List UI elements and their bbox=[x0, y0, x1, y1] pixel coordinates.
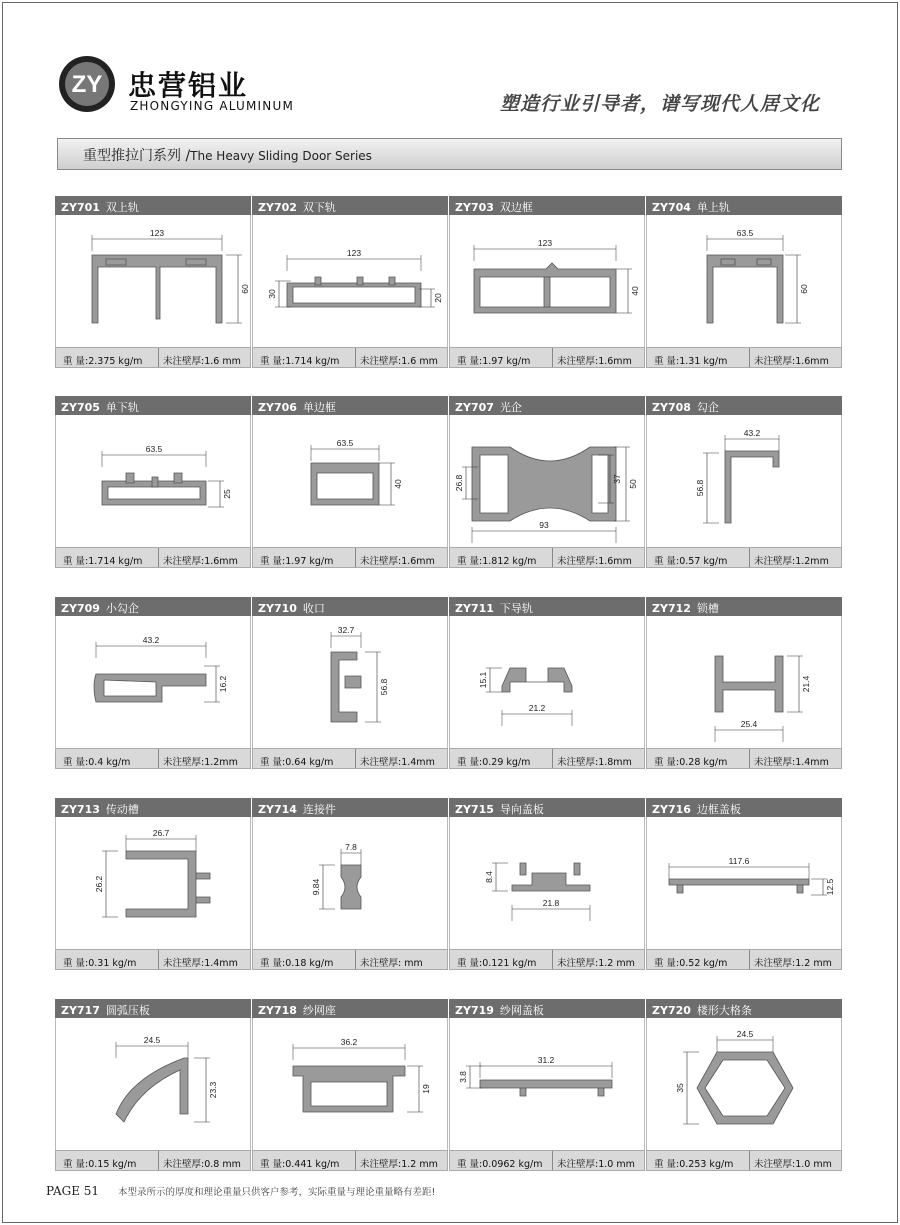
page-number: PAGE 51 bbox=[46, 1184, 100, 1198]
dimension-label: 7.8 bbox=[345, 842, 357, 852]
profile-drawing bbox=[449, 1018, 645, 1150]
profile-specs bbox=[449, 1150, 645, 1171]
profile-section-diagram bbox=[56, 616, 252, 748]
profile-header bbox=[449, 597, 645, 616]
profile-drawing bbox=[449, 616, 645, 748]
profile-thickness: 未注壁厚:0.8 mm bbox=[158, 1151, 241, 1170]
profile-code: ZY702 bbox=[258, 201, 297, 214]
profile-specs bbox=[252, 347, 448, 368]
dimension-label: 24.5 bbox=[736, 1029, 754, 1039]
profile-section-diagram bbox=[253, 817, 449, 949]
profile-thickness: 未注壁厚:1.6mm bbox=[552, 348, 632, 367]
profile-card-zy701 bbox=[55, 196, 251, 368]
profile-header bbox=[55, 597, 251, 616]
profile-weight: 重 量:2.375 kg/m bbox=[63, 356, 143, 367]
profile-section-diagram bbox=[253, 415, 449, 547]
svg-text:ZY: ZY bbox=[71, 71, 103, 98]
profile-specs bbox=[449, 949, 645, 970]
dimension-label: 12.5 bbox=[825, 878, 835, 896]
profile-card-zy713 bbox=[55, 798, 251, 970]
dimension-label: 21.8 bbox=[542, 898, 560, 908]
dimension-label: 50 bbox=[628, 479, 638, 489]
profile-drawing bbox=[252, 415, 448, 547]
dimension-label: 3.8 bbox=[458, 1071, 468, 1083]
dimension-label: 21.4 bbox=[801, 675, 811, 693]
profile-drawing bbox=[55, 415, 251, 547]
profile-code: ZY711 bbox=[455, 602, 494, 615]
dimension-label: 117.6 bbox=[728, 856, 750, 866]
profile-code: ZY708 bbox=[652, 401, 691, 414]
profile-row bbox=[55, 798, 842, 970]
profile-header bbox=[55, 396, 251, 415]
profile-weight: 重 量:0.15 kg/m bbox=[63, 1159, 137, 1170]
profile-section-diagram bbox=[56, 415, 252, 547]
dimension-label: 21.2 bbox=[528, 703, 546, 713]
profile-name: 纱网座 bbox=[302, 1004, 336, 1017]
dimension-label: 36.2 bbox=[340, 1037, 358, 1047]
dimension-label: 20 bbox=[433, 293, 443, 303]
profile-card-zy703 bbox=[449, 196, 645, 368]
profile-drawing bbox=[646, 616, 842, 748]
profile-name: 传动槽 bbox=[105, 803, 139, 816]
dimension-label: 23.3 bbox=[208, 1081, 218, 1099]
profile-drawing bbox=[646, 1018, 842, 1150]
dimension-label: 25.4 bbox=[740, 719, 758, 729]
profile-thickness: 未注壁厚:1.6 mm bbox=[355, 348, 438, 367]
profile-header bbox=[252, 396, 448, 415]
profile-weight: 重 量:0.0962 kg/m bbox=[457, 1159, 543, 1170]
profile-drawing bbox=[646, 415, 842, 547]
dimension-label: 31.2 bbox=[537, 1055, 555, 1065]
profile-card-zy715 bbox=[449, 798, 645, 970]
dimension-label: 123 bbox=[537, 238, 553, 248]
company-name-cn: 忠营铝业 bbox=[128, 69, 249, 102]
profile-name: 光企 bbox=[499, 401, 522, 414]
profile-thickness: 未注壁厚:1.4mm bbox=[158, 950, 238, 969]
profile-section-diagram bbox=[56, 1018, 252, 1150]
profile-thickness: 未注壁厚:1.2mm bbox=[749, 548, 829, 567]
series-title-bar bbox=[57, 138, 842, 170]
profile-weight: 重 量:1.812 kg/m bbox=[457, 556, 537, 567]
profile-section-diagram bbox=[253, 215, 449, 347]
dimension-label: 60 bbox=[799, 284, 809, 294]
dimension-label: 40 bbox=[630, 286, 640, 296]
profile-code: ZY720 bbox=[652, 1004, 691, 1017]
profile-drawing bbox=[252, 215, 448, 347]
profile-row bbox=[55, 196, 842, 368]
profile-header bbox=[55, 999, 251, 1018]
profile-name: 双下轨 bbox=[302, 201, 336, 214]
profile-specs bbox=[449, 547, 645, 568]
footnote: 本型录所示的厚度和理论重量只供客户参考，实际重量与理论重量略有差距! bbox=[118, 1187, 436, 1198]
profile-name: 楼形大格条 bbox=[696, 1004, 752, 1017]
profile-specs bbox=[646, 547, 842, 568]
profile-code: ZY715 bbox=[455, 803, 494, 816]
profile-name: 圆弧压板 bbox=[105, 1004, 150, 1017]
profile-drawing bbox=[55, 616, 251, 748]
profile-header bbox=[449, 396, 645, 415]
profile-weight: 重 量:0.28 kg/m bbox=[654, 757, 728, 768]
profile-thickness: 未注壁厚:1.2 mm bbox=[355, 1151, 438, 1170]
profile-thickness: 未注壁厚:1.6mm bbox=[355, 548, 435, 567]
profile-code: ZY713 bbox=[61, 803, 100, 816]
profile-specs bbox=[449, 748, 645, 769]
profile-drawing bbox=[55, 1018, 251, 1150]
profile-name: 连接件 bbox=[302, 803, 336, 816]
profile-weight: 重 量:0.18 kg/m bbox=[260, 958, 334, 969]
profile-name: 单上轨 bbox=[696, 201, 730, 214]
profile-card-zy706 bbox=[252, 396, 448, 568]
profile-row bbox=[55, 597, 842, 769]
profile-card-zy712 bbox=[646, 597, 842, 769]
profile-section-diagram bbox=[450, 215, 646, 347]
profile-name: 勾企 bbox=[696, 401, 719, 414]
profile-code: ZY703 bbox=[455, 201, 494, 214]
profile-section-diagram bbox=[647, 616, 843, 748]
profile-card-zy717 bbox=[55, 999, 251, 1171]
profile-card-zy709 bbox=[55, 597, 251, 769]
dimension-label: 19 bbox=[421, 1084, 431, 1094]
profile-name: 小勾企 bbox=[105, 602, 139, 615]
profile-thickness: 未注壁厚:1.2 mm bbox=[552, 950, 635, 969]
dimension-label: 24.5 bbox=[143, 1035, 161, 1045]
profile-weight: 重 量:0.4 kg/m bbox=[63, 757, 131, 768]
profile-specs bbox=[55, 1150, 251, 1171]
profile-specs bbox=[55, 547, 251, 568]
dimension-label: 43.2 bbox=[142, 635, 160, 645]
profile-specs bbox=[252, 547, 448, 568]
profile-code: ZY706 bbox=[258, 401, 297, 414]
profile-code: ZY709 bbox=[61, 602, 100, 615]
dimension-label: 35 bbox=[675, 1083, 685, 1093]
profile-section-diagram bbox=[450, 616, 646, 748]
profile-name: 单边框 bbox=[302, 401, 336, 414]
dimension-label: 56.8 bbox=[379, 678, 389, 696]
profile-code: ZY704 bbox=[652, 201, 691, 214]
profile-thickness: 未注壁厚:1.0 mm bbox=[749, 1151, 832, 1170]
profile-thickness: 未注壁厚:1.6mm bbox=[158, 548, 238, 567]
dimension-label: 123 bbox=[346, 248, 362, 258]
profile-name: 单下轨 bbox=[105, 401, 139, 414]
slogan: 塑造行业引导者，谱写现代人居文化 bbox=[500, 93, 821, 115]
profile-thickness: 未注壁厚:1.2 mm bbox=[749, 950, 832, 969]
dimension-label: 8.4 bbox=[484, 871, 494, 883]
profile-card-zy705 bbox=[55, 396, 251, 568]
profile-specs bbox=[55, 347, 251, 368]
profile-name: 纱网盖板 bbox=[499, 1004, 544, 1017]
profile-specs bbox=[55, 949, 251, 970]
profile-section-diagram bbox=[647, 215, 843, 347]
profile-section-diagram bbox=[647, 817, 843, 949]
profile-row bbox=[55, 396, 842, 568]
profile-specs bbox=[252, 949, 448, 970]
dimension-label: 16.2 bbox=[218, 675, 228, 693]
profile-card-zy708 bbox=[646, 396, 842, 568]
profile-header bbox=[252, 999, 448, 1018]
profile-code: ZY719 bbox=[455, 1004, 494, 1017]
profile-header bbox=[449, 999, 645, 1018]
profile-card-zy718 bbox=[252, 999, 448, 1171]
profile-specs bbox=[252, 748, 448, 769]
profile-code: ZY710 bbox=[258, 602, 297, 615]
profile-card-zy714 bbox=[252, 798, 448, 970]
profile-code: ZY718 bbox=[258, 1004, 297, 1017]
profile-specs bbox=[449, 347, 645, 368]
profile-section-diagram bbox=[56, 215, 252, 347]
profile-thickness: 未注壁厚:1.6 mm bbox=[158, 348, 241, 367]
profile-card-zy719 bbox=[449, 999, 645, 1171]
dimension-label: 93 bbox=[539, 520, 549, 530]
profile-thickness: 未注壁厚:1.6mm bbox=[552, 548, 632, 567]
profile-section-diagram bbox=[253, 1018, 449, 1150]
dimension-label: 32.7 bbox=[337, 625, 355, 635]
profile-card-zy711 bbox=[449, 597, 645, 769]
series-title-cn: 重型推拉门系列 / bbox=[83, 148, 191, 164]
profile-name: 下导轨 bbox=[499, 602, 533, 615]
profile-thickness: 未注壁厚: mm bbox=[355, 950, 423, 969]
dimension-label: 56.8 bbox=[695, 479, 705, 497]
profile-code: ZY717 bbox=[61, 1004, 100, 1017]
profile-specs bbox=[252, 1150, 448, 1171]
profile-header bbox=[646, 597, 842, 616]
profile-card-zy716 bbox=[646, 798, 842, 970]
dimension-label: 63.5 bbox=[736, 228, 754, 238]
profile-row bbox=[55, 999, 842, 1171]
profile-specs bbox=[646, 949, 842, 970]
profile-code: ZY714 bbox=[258, 803, 297, 816]
dimension-label: 26.7 bbox=[152, 828, 170, 838]
profile-weight: 重 量:0.52 kg/m bbox=[654, 958, 728, 969]
profile-weight: 重 量:1.714 kg/m bbox=[260, 356, 340, 367]
dimension-label: 63.5 bbox=[336, 438, 354, 448]
dimension-label: 40 bbox=[393, 479, 403, 489]
profile-section-diagram bbox=[450, 415, 646, 547]
dimension-label: 15.1 bbox=[478, 671, 488, 689]
profile-thickness: 未注壁厚:1.0 mm bbox=[552, 1151, 635, 1170]
profile-header bbox=[449, 798, 645, 817]
profile-weight: 重 量:0.121 kg/m bbox=[457, 958, 537, 969]
profile-code: ZY716 bbox=[652, 803, 691, 816]
profile-thickness: 未注壁厚:1.8mm bbox=[552, 749, 632, 768]
profile-name: 收口 bbox=[302, 602, 325, 615]
profile-drawing bbox=[449, 215, 645, 347]
profile-drawing bbox=[252, 616, 448, 748]
zy-logo-icon bbox=[58, 55, 116, 113]
profile-drawing bbox=[252, 1018, 448, 1150]
company-name-en: ZHONGYING ALUMINUM bbox=[130, 99, 295, 113]
profile-header bbox=[252, 597, 448, 616]
profile-weight: 重 量:1.97 kg/m bbox=[457, 356, 531, 367]
profile-header bbox=[55, 798, 251, 817]
profile-specs bbox=[646, 748, 842, 769]
profile-section-diagram bbox=[647, 415, 843, 547]
profile-weight: 重 量:0.57 kg/m bbox=[654, 556, 728, 567]
profile-name: 导向盖板 bbox=[499, 803, 544, 816]
profile-code: ZY701 bbox=[61, 201, 100, 214]
profile-weight: 重 量:0.64 kg/m bbox=[260, 757, 334, 768]
profile-weight: 重 量:0.29 kg/m bbox=[457, 757, 531, 768]
profile-header bbox=[252, 196, 448, 215]
profile-drawing bbox=[646, 215, 842, 347]
profile-weight: 重 量:1.97 kg/m bbox=[260, 556, 334, 567]
dimension-label: 25 bbox=[222, 489, 232, 499]
dimension-label: 37 bbox=[612, 474, 622, 484]
profile-code: ZY705 bbox=[61, 401, 100, 414]
profile-weight: 重 量:0.253 kg/m bbox=[654, 1159, 734, 1170]
profile-weight: 重 量:1.31 kg/m bbox=[654, 356, 728, 367]
profile-thickness: 未注壁厚:1.2mm bbox=[158, 749, 238, 768]
profile-card-zy720 bbox=[646, 999, 842, 1171]
series-title-en: The Heavy Sliding Door Series bbox=[190, 149, 372, 163]
profile-specs bbox=[646, 1150, 842, 1171]
profile-section-diagram bbox=[647, 1018, 843, 1150]
profile-header bbox=[449, 196, 645, 215]
dimension-label: 26.2 bbox=[94, 875, 104, 893]
profile-specs bbox=[646, 347, 842, 368]
profile-card-zy702 bbox=[252, 196, 448, 368]
profile-drawing bbox=[449, 415, 645, 547]
profile-name: 双边框 bbox=[499, 201, 533, 214]
profile-weight: 重 量:1.714 kg/m bbox=[63, 556, 143, 567]
profile-header bbox=[646, 798, 842, 817]
profile-card-zy707 bbox=[449, 396, 645, 568]
profile-header bbox=[646, 999, 842, 1018]
dimension-label: 30 bbox=[267, 289, 277, 299]
dimension-label: 9.84 bbox=[311, 878, 321, 896]
profile-thickness: 未注壁厚:1.4mm bbox=[355, 749, 435, 768]
profile-name: 边框盖板 bbox=[696, 803, 741, 816]
profile-drawing bbox=[55, 817, 251, 949]
profile-specs bbox=[55, 748, 251, 769]
profile-header bbox=[252, 798, 448, 817]
profile-name: 锁槽 bbox=[696, 602, 719, 615]
profile-section-diagram bbox=[253, 616, 449, 748]
profile-weight: 重 量:0.441 kg/m bbox=[260, 1159, 340, 1170]
dimension-label: 63.5 bbox=[145, 444, 163, 454]
dimension-label: 123 bbox=[149, 228, 165, 238]
dimension-label: 43.2 bbox=[743, 428, 761, 438]
dimension-label: 26.8 bbox=[454, 474, 464, 492]
profile-header bbox=[646, 196, 842, 215]
profile-section-diagram bbox=[56, 817, 252, 949]
profile-card-zy704 bbox=[646, 196, 842, 368]
profile-section-diagram bbox=[450, 1018, 646, 1150]
profile-code: ZY707 bbox=[455, 401, 494, 414]
profile-thickness: 未注壁厚:1.6mm bbox=[749, 348, 829, 367]
profile-section-diagram bbox=[450, 817, 646, 949]
profile-header bbox=[55, 196, 251, 215]
profile-drawing bbox=[55, 215, 251, 347]
profile-name: 双上轨 bbox=[105, 201, 139, 214]
profile-weight: 重 量:0.31 kg/m bbox=[63, 958, 137, 969]
profile-header bbox=[646, 396, 842, 415]
profile-card-zy710 bbox=[252, 597, 448, 769]
profile-drawing bbox=[449, 817, 645, 949]
dimension-label: 60 bbox=[240, 284, 250, 294]
profile-code: ZY712 bbox=[652, 602, 691, 615]
profile-thickness: 未注壁厚:1.4mm bbox=[749, 749, 829, 768]
profile-drawing bbox=[252, 817, 448, 949]
profile-drawing bbox=[646, 817, 842, 949]
